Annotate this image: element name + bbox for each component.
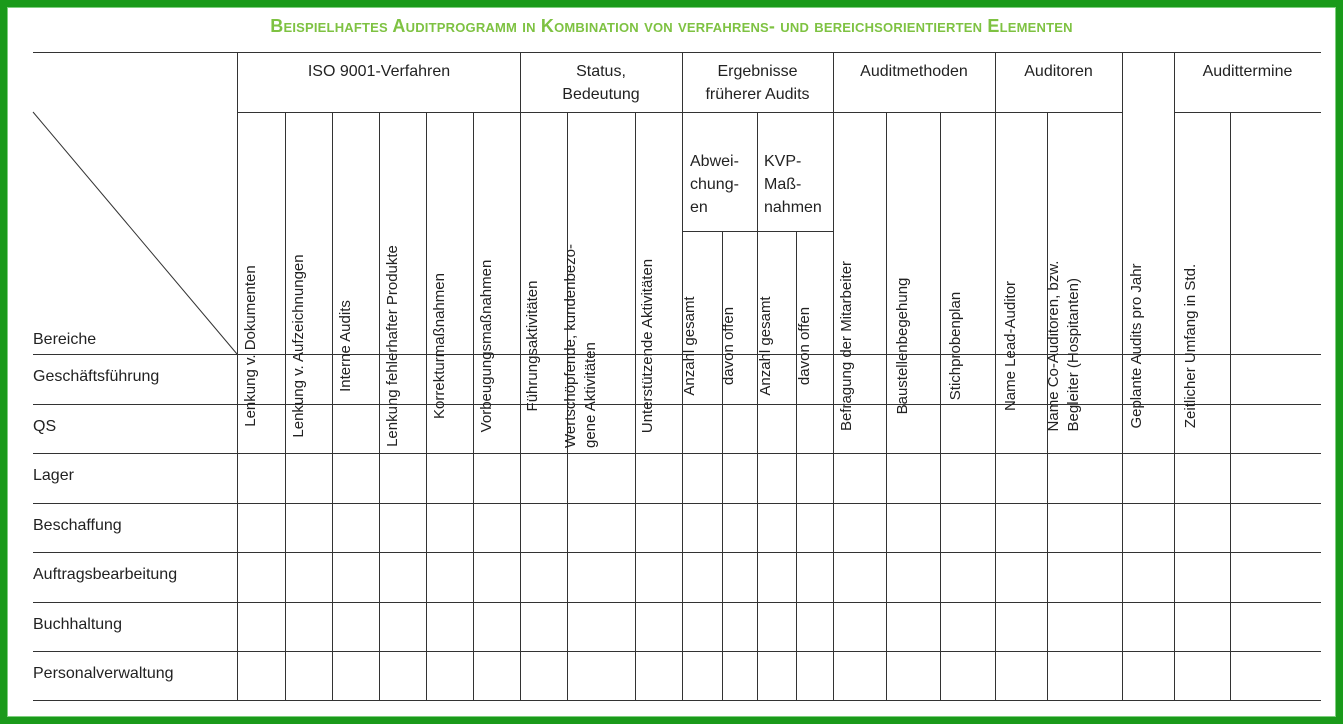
- col-header-fuehrungsaktivitaeten: Führungsaktivitäten: [524, 280, 541, 412]
- group-termine-header: Audittermine: [1202, 63, 1293, 80]
- col-header-befragung-mitarbeiter: Befragung der Mitarbeiter: [838, 260, 855, 432]
- col-header-abweichungen-davon-offen: davon offen: [720, 306, 737, 386]
- subgroup-kvp-header: KVP- Maß- nahmen: [764, 153, 822, 216]
- col-header-vorbeugungsmassnahmen: Vorbeugungsmaßnahmen: [478, 259, 495, 433]
- page-title: Beispielhaftes Auditprogramm in Kombination von verfahrens- und bereichsorientierten Elementen: [270, 16, 1073, 36]
- col-header-lenkung-dokumente: Lenkung v. Dokumenten: [242, 265, 259, 427]
- col-header-co-auditoren: Name Co-Auditoren, bzw. Begleiter (Hospitanten): [1045, 260, 1082, 432]
- col-header-kvp-anzahl-gesamt: Anzahl gesamt: [757, 296, 774, 396]
- row-label: Personalverwaltung: [33, 665, 174, 682]
- col-header-korrekturmassnahmen: Korrekturmaßnahmen: [431, 273, 448, 419]
- col-header-lenkung-aufzeichnungen: Lenkung v. Aufzeichnungen: [290, 254, 307, 438]
- col-header-baustellenbegehung: Baustellenbegehung: [894, 277, 911, 415]
- col-header-lead-auditor: Name Lead-Auditor: [1002, 280, 1019, 412]
- row-label: Geschäftsführung: [33, 368, 160, 385]
- col-header-interne-audits: Interne Audits: [337, 300, 354, 392]
- group-ergebnisse-header: Ergebnisse früherer Audits: [705, 63, 810, 103]
- col-header-geplante-audits: Geplante Audits pro Jahr: [1128, 263, 1145, 429]
- subgroup-abweichungen-header: Abwei- chung- en: [690, 153, 739, 216]
- col-header-unterstuetzende-aktivitaeten: Unterstützende Aktivitäten: [639, 258, 656, 434]
- row-label: Lager: [33, 467, 74, 484]
- col-header-kvp-davon-offen: davon offen: [796, 306, 813, 386]
- row-label: Beschaffung: [33, 517, 122, 534]
- col-header-fehlerhafte-produkte: Lenkung fehlerhafter Produkte: [384, 245, 401, 447]
- group-methoden-header: Auditmethoden: [860, 63, 968, 80]
- group-status-header: Status, Bedeutung: [562, 63, 640, 103]
- corner-label-bereiche: Bereiche: [33, 331, 97, 348]
- col-header-stichprobenplan: Stichprobenplan: [947, 291, 964, 401]
- col-header-wertschoepfende-aktivitaeten: Wertschöpfende, kundenbezo- gene Aktivitäten: [562, 243, 599, 449]
- row-label: Auftragsbearbeitung: [33, 566, 178, 583]
- group-iso-header: ISO 9001-Verfahren: [307, 63, 451, 80]
- col-header-zeitlicher-umfang: Zeitlicher Umfang in Std.: [1182, 263, 1199, 429]
- row-label: QS: [33, 418, 57, 435]
- col-header-abweichungen-anzahl-gesamt: Anzahl gesamt: [681, 296, 698, 396]
- group-auditoren-header: Auditoren: [1024, 63, 1093, 80]
- row-label: Buchhaltung: [33, 616, 122, 633]
